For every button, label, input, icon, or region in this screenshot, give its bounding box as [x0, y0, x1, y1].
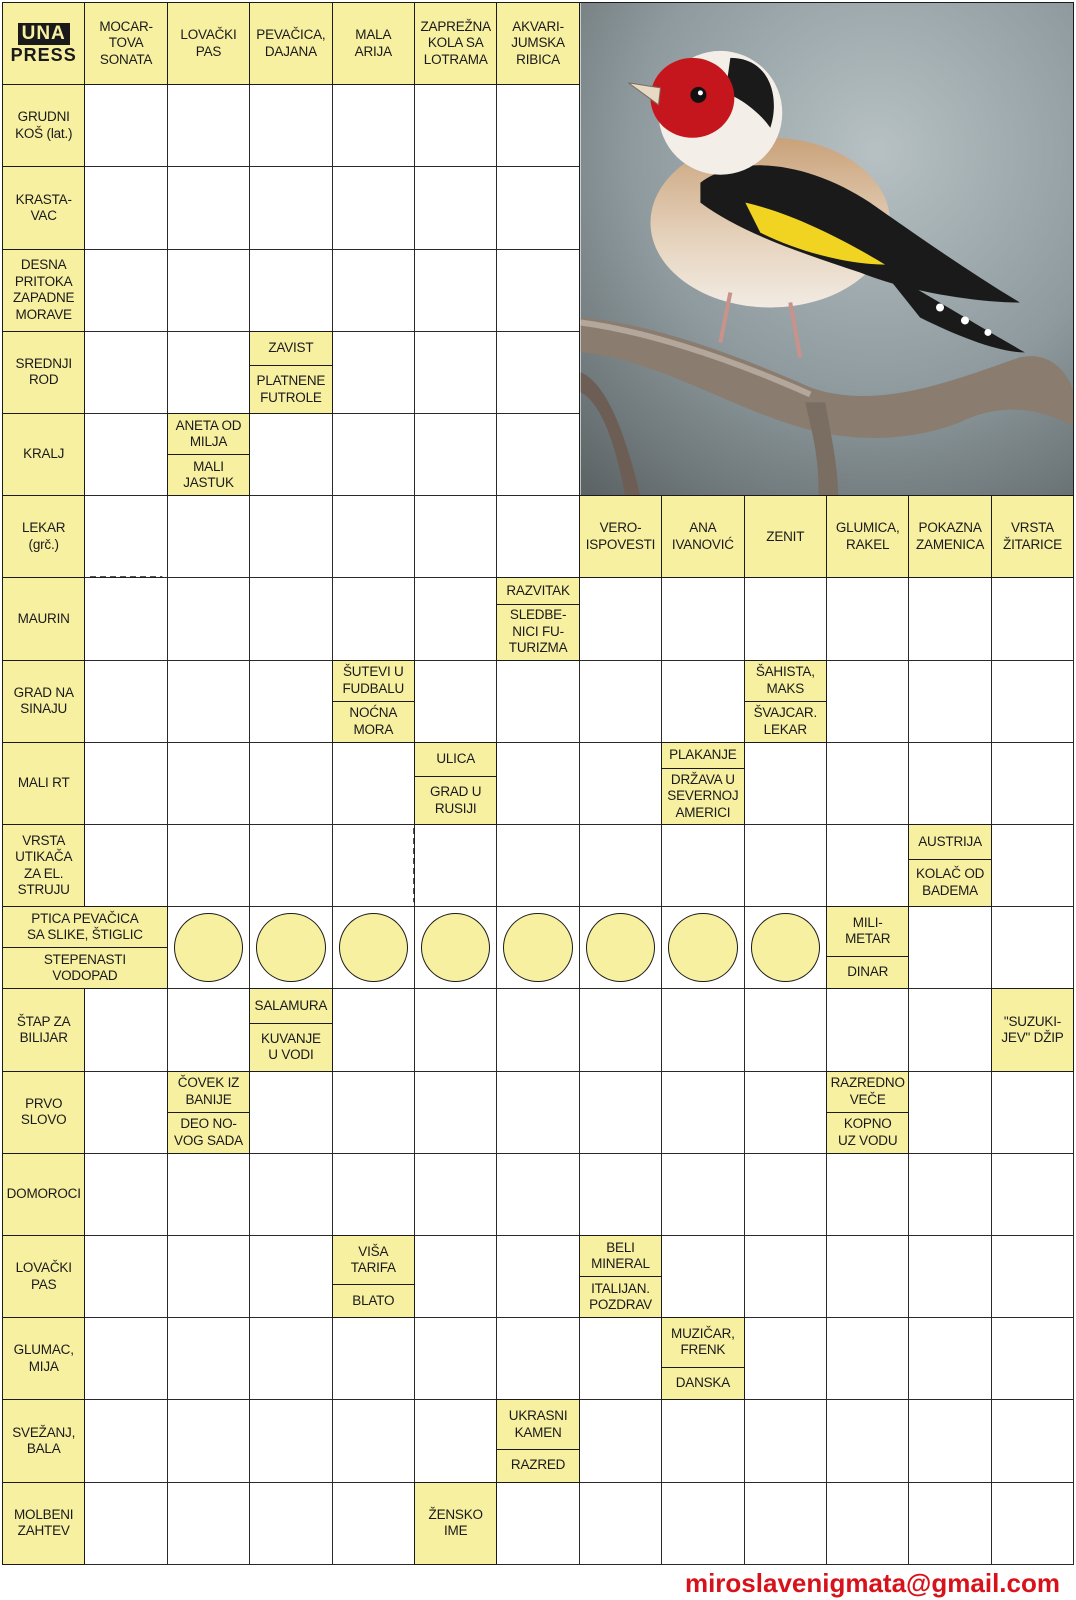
answer-cell[interactable]	[167, 1482, 250, 1565]
answer-cell[interactable]	[167, 495, 250, 578]
clue-ptica: PTICA PEVAČICA SA SLIKE, ŠTIGLIC	[2, 906, 168, 948]
goldfinch-photo	[579, 2, 1074, 496]
clue-grudni: GRUDNI KOŠ (lat.)	[2, 84, 85, 167]
answer-cell[interactable]	[826, 1153, 909, 1236]
answer-cell[interactable]	[249, 413, 332, 496]
word-break-dash	[88, 575, 164, 579]
answer-cell[interactable]	[744, 1071, 827, 1154]
answer-cell[interactable]	[84, 413, 167, 496]
clue-zensko: ŽENSKO IME	[414, 1482, 497, 1565]
answer-cell[interactable]	[991, 1153, 1074, 1236]
answer-cell[interactable]	[167, 824, 250, 907]
answer-cell[interactable]	[744, 1235, 827, 1318]
answer-cell[interactable]	[332, 413, 415, 496]
clue-desna: DESNA PRITOKA ZAPADNE MORAVE	[2, 249, 85, 332]
answer-cell[interactable]	[249, 660, 332, 743]
clue-razvitak: RAZVITAK	[496, 577, 579, 604]
answer-cell[interactable]	[826, 1235, 909, 1318]
logo-top: UNA	[18, 23, 70, 45]
clue-plakanje: PLAKANJE	[661, 742, 744, 769]
answer-cell[interactable]	[579, 824, 662, 907]
answer-cell[interactable]	[414, 495, 497, 578]
answer-cell[interactable]	[167, 1399, 250, 1482]
answer-cell[interactable]	[826, 1317, 909, 1400]
answer-cell[interactable]	[908, 1153, 991, 1236]
answer-cell[interactable]	[84, 660, 167, 743]
answer-cell[interactable]	[332, 1482, 415, 1565]
answer-cell[interactable]	[908, 742, 991, 825]
answer-cell[interactable]	[661, 988, 744, 1071]
answer-cell[interactable]	[167, 1235, 250, 1318]
answer-cell[interactable]	[579, 1153, 662, 1236]
answer-cell[interactable]	[84, 495, 167, 578]
answer-cell[interactable]	[579, 988, 662, 1071]
answer-cell[interactable]	[167, 331, 250, 414]
answer-cell[interactable]	[908, 1071, 991, 1154]
answer-cell[interactable]	[249, 1317, 332, 1400]
answer-cell[interactable]	[496, 988, 579, 1071]
answer-cell[interactable]	[414, 1153, 497, 1236]
clue-mocartova: MOCAR- TOVA SONATA	[84, 2, 167, 85]
answer-cell[interactable]	[414, 1399, 497, 1482]
answer-cell[interactable]	[84, 742, 167, 825]
clue-kralj: KRALJ	[2, 413, 85, 496]
answer-cell[interactable]	[661, 1235, 744, 1318]
answer-cell[interactable]	[249, 824, 332, 907]
answer-cell[interactable]	[496, 1235, 579, 1318]
answer-cell[interactable]	[579, 742, 662, 825]
answer-cell[interactable]	[84, 1071, 167, 1154]
answer-cell[interactable]	[249, 742, 332, 825]
clue-grad-sinaj: GRAD NA SINAJU	[2, 660, 85, 743]
answer-cell[interactable]	[496, 413, 579, 496]
answer-cell[interactable]	[167, 1317, 250, 1400]
answer-cell[interactable]	[332, 577, 415, 660]
answer-cell[interactable]	[249, 495, 332, 578]
clue-blato: BLATO	[332, 1284, 415, 1318]
answer-cell[interactable]	[84, 249, 167, 332]
highlight-circle	[421, 913, 490, 982]
answer-cell[interactable]	[908, 906, 991, 989]
circle-answer-cell[interactable]	[249, 906, 332, 989]
answer-cell[interactable]	[167, 1153, 250, 1236]
answer-cell[interactable]	[579, 577, 662, 660]
highlight-circle	[751, 913, 820, 982]
answer-cell[interactable]	[332, 331, 415, 414]
clue-molbeni: MOLBENI ZAHTEV	[2, 1482, 85, 1565]
answer-cell[interactable]	[908, 1317, 991, 1400]
clue-srednji: SREDNJI ROD	[2, 331, 85, 414]
answer-cell[interactable]	[991, 1071, 1074, 1154]
clue-visa-tarifa: VIŠA TARIFA	[332, 1235, 415, 1285]
clue-mali-rt: MALI RT	[2, 742, 85, 825]
answer-cell[interactable]	[249, 84, 332, 167]
circle-answer-cell[interactable]	[744, 906, 827, 989]
crossword-grid	[2, 2, 1074, 1568]
answer-cell[interactable]	[414, 577, 497, 660]
answer-cell[interactable]	[167, 742, 250, 825]
circle-answer-cell[interactable]	[332, 906, 415, 989]
clue-stepenasti: STEPENASTI VODOPAD	[2, 947, 168, 989]
answer-cell[interactable]	[496, 1153, 579, 1236]
answer-cell[interactable]	[496, 331, 579, 414]
clue-akvarijumska: AKVARI- JUMSKA RIBICA	[496, 2, 579, 85]
answer-cell[interactable]	[167, 577, 250, 660]
answer-cell[interactable]	[249, 166, 332, 249]
logo-bottom: PRESS	[10, 44, 77, 65]
answer-cell[interactable]	[414, 1071, 497, 1154]
answer-cell[interactable]	[826, 1482, 909, 1565]
answer-cell[interactable]	[414, 331, 497, 414]
clue-sutevi: ŠUTEVI U FUDBALU	[332, 660, 415, 702]
answer-cell[interactable]	[496, 1482, 579, 1565]
answer-cell[interactable]	[744, 577, 827, 660]
answer-cell[interactable]	[991, 906, 1074, 989]
goldfinch-image	[580, 3, 1074, 496]
answer-cell[interactable]	[991, 1399, 1074, 1482]
answer-cell[interactable]	[84, 988, 167, 1071]
clue-maurin: MAURIN	[2, 577, 85, 660]
answer-cell[interactable]	[496, 166, 579, 249]
answer-cell[interactable]	[908, 660, 991, 743]
highlight-circle	[256, 913, 325, 982]
answer-cell[interactable]	[332, 495, 415, 578]
answer-cell[interactable]	[908, 1399, 991, 1482]
clue-mala-arija: MALA ARIJA	[332, 2, 415, 85]
answer-cell[interactable]	[496, 1317, 579, 1400]
answer-cell[interactable]	[661, 1153, 744, 1236]
answer-cell[interactable]	[496, 495, 579, 578]
highlight-circle	[586, 913, 655, 982]
answer-cell[interactable]	[991, 1235, 1074, 1318]
answer-cell[interactable]	[579, 1399, 662, 1482]
clue-ana: ANA IVANOVIĆ	[661, 495, 744, 578]
clue-pevacica-dajana: PEVAČICA, DAJANA	[249, 2, 332, 85]
clue-prvo-slovo: PRVO SLOVO	[2, 1071, 85, 1154]
answer-cell[interactable]	[579, 660, 662, 743]
circle-answer-cell[interactable]	[661, 906, 744, 989]
answer-cell[interactable]	[661, 824, 744, 907]
answer-cell[interactable]	[414, 249, 497, 332]
answer-cell[interactable]	[496, 249, 579, 332]
answer-cell[interactable]	[332, 84, 415, 167]
clue-platnene: PLATNENE FUTROLE	[249, 365, 332, 414]
highlight-circle	[174, 913, 243, 982]
answer-cell[interactable]	[826, 577, 909, 660]
answer-cell[interactable]	[661, 1071, 744, 1154]
answer-cell[interactable]	[84, 577, 167, 660]
answer-cell[interactable]	[661, 1482, 744, 1565]
answer-cell[interactable]	[496, 824, 579, 907]
answer-cell[interactable]	[332, 1399, 415, 1482]
answer-cell[interactable]	[84, 1153, 167, 1236]
word-break-dash	[412, 826, 416, 904]
highlight-circle	[503, 913, 572, 982]
circle-answer-cell[interactable]	[414, 906, 497, 989]
clue-drzava: DRŽAVA U SEVERNOJ AMERICI	[661, 768, 744, 825]
answer-cell[interactable]	[249, 1153, 332, 1236]
answer-cell[interactable]	[84, 1317, 167, 1400]
clue-lovacki1: LOVAČKI PAS	[167, 2, 250, 85]
clue-zaprezna: ZAPREŽNA KOLA SA LOTRAMA	[414, 2, 497, 85]
answer-cell[interactable]	[249, 1482, 332, 1565]
highlight-circle	[339, 913, 408, 982]
answer-cell[interactable]	[661, 1399, 744, 1482]
answer-cell[interactable]	[332, 988, 415, 1071]
clue-suzuki: "SUZUKI- JEV" DŽIP	[991, 988, 1074, 1071]
clue-stap: ŠTAP ZA BILIJAR	[2, 988, 85, 1071]
clue-deo-novog: DEO NO- VOG SADA	[167, 1112, 250, 1154]
answer-cell[interactable]	[414, 988, 497, 1071]
clue-krastavac: KRASTA- VAC	[2, 166, 85, 249]
answer-cell[interactable]	[84, 824, 167, 907]
answer-cell[interactable]	[414, 413, 497, 496]
answer-cell[interactable]	[414, 84, 497, 167]
clue-svezanj: SVEŽANJ, BALA	[2, 1399, 85, 1482]
answer-cell[interactable]	[167, 660, 250, 743]
answer-cell[interactable]	[414, 1317, 497, 1400]
clue-covek: ČOVEK IZ BANIJE	[167, 1071, 250, 1113]
clue-grad-rusija: GRAD U RUSIJI	[414, 776, 497, 825]
answer-cell[interactable]	[826, 742, 909, 825]
clue-dinar: DINAR	[826, 956, 909, 990]
answer-cell[interactable]	[332, 824, 415, 907]
answer-cell[interactable]	[496, 742, 579, 825]
answer-cell[interactable]	[991, 660, 1074, 743]
answer-cell[interactable]	[167, 84, 250, 167]
answer-cell[interactable]	[826, 660, 909, 743]
clue-kolac: KOLAČ OD BADEMA	[908, 859, 991, 908]
clue-zenit: ZENIT	[744, 495, 827, 578]
clue-ulica: ULICA	[414, 742, 497, 778]
answer-cell[interactable]	[414, 824, 497, 907]
answer-cell[interactable]	[991, 824, 1074, 907]
answer-cell[interactable]	[744, 742, 827, 825]
answer-cell[interactable]	[744, 1399, 827, 1482]
clue-muzicar: MUZIČAR, FRENK	[661, 1317, 744, 1367]
answer-cell[interactable]	[744, 1153, 827, 1236]
clue-zavist: ZAVIST	[249, 331, 332, 367]
answer-cell[interactable]	[414, 166, 497, 249]
clue-milimetar: MILI- METAR	[826, 906, 909, 956]
answer-cell[interactable]	[991, 577, 1074, 660]
answer-cell[interactable]	[332, 742, 415, 825]
answer-cell[interactable]	[249, 577, 332, 660]
clue-mali-jastuk: MALI JASTUK	[167, 454, 250, 496]
clue-italijan: ITALIJAN. POZDRAV	[579, 1276, 662, 1318]
circle-answer-cell[interactable]	[579, 906, 662, 989]
answer-cell[interactable]	[332, 1317, 415, 1400]
answer-cell[interactable]	[84, 1399, 167, 1482]
answer-cell[interactable]	[908, 1482, 991, 1565]
answer-cell[interactable]	[414, 1235, 497, 1318]
highlight-circle	[668, 913, 737, 982]
clue-sahista: ŠAHISTA, MAKS	[744, 660, 827, 702]
clue-svajcar: ŠVAJCAR. LEKAR	[744, 701, 827, 743]
answer-cell[interactable]	[167, 166, 250, 249]
answer-cell[interactable]	[496, 660, 579, 743]
answer-cell[interactable]	[414, 660, 497, 743]
answer-cell[interactable]	[661, 660, 744, 743]
answer-cell[interactable]	[84, 1235, 167, 1318]
answer-cell[interactable]	[908, 1235, 991, 1318]
clue-glumica-rakel: GLUMICA, RAKEL	[826, 495, 909, 578]
answer-cell[interactable]	[991, 742, 1074, 825]
answer-cell[interactable]	[826, 1399, 909, 1482]
answer-cell[interactable]	[84, 1482, 167, 1565]
clue-pokazna: POKAZNA ZAMENICA	[908, 495, 991, 578]
answer-cell[interactable]	[84, 166, 167, 249]
answer-cell[interactable]	[744, 824, 827, 907]
clue-ukrasni: UKRASNI KAMEN	[496, 1399, 579, 1449]
answer-cell[interactable]	[908, 577, 991, 660]
answer-cell[interactable]	[579, 1317, 662, 1400]
answer-cell[interactable]	[167, 988, 250, 1071]
author-email: miroslavenigmata@gmail.com	[684, 1568, 1060, 1598]
answer-cell[interactable]	[332, 249, 415, 332]
answer-cell[interactable]	[579, 1482, 662, 1565]
clue-salamura: SALAMURA	[249, 988, 332, 1024]
answer-cell[interactable]	[991, 1482, 1074, 1565]
circle-answer-cell[interactable]	[496, 906, 579, 989]
answer-cell[interactable]	[744, 988, 827, 1071]
answer-cell[interactable]	[249, 1235, 332, 1318]
answer-cell[interactable]	[84, 84, 167, 167]
answer-cell[interactable]	[826, 824, 909, 907]
clue-austrija: AUSTRIJA	[908, 824, 991, 860]
answer-cell[interactable]	[84, 331, 167, 414]
clue-nocna: NOĆNA MORA	[332, 701, 415, 743]
una-press-logo	[2, 2, 85, 85]
answer-cell[interactable]	[332, 166, 415, 249]
answer-cell[interactable]	[744, 1317, 827, 1400]
answer-cell[interactable]	[496, 1071, 579, 1154]
clue-danska: DANSKA	[661, 1367, 744, 1401]
clue-lekar: LEKAR (grč.)	[2, 495, 85, 578]
clue-razredno: RAZREDNO VEČE	[826, 1071, 909, 1113]
clue-vrsta-zitarice: VRSTA ŽITARICE	[991, 495, 1074, 578]
clue-beli-mineral: BELI MINERAL	[579, 1235, 662, 1277]
answer-cell[interactable]	[661, 577, 744, 660]
clue-vrsta-utikaca: VRSTA UTIKAČA ZA EL. STRUJU	[2, 824, 85, 907]
answer-cell[interactable]	[579, 1071, 662, 1154]
answer-cell[interactable]	[908, 988, 991, 1071]
clue-sledbenici: SLEDBE- NICI FU- TURIZMA	[496, 604, 579, 661]
answer-cell[interactable]	[744, 1482, 827, 1565]
answer-cell[interactable]	[332, 1071, 415, 1154]
clue-lovacki2: LOVAČKI PAS	[2, 1235, 85, 1318]
clue-domoroci: DOMOROCI	[2, 1153, 85, 1236]
clue-veroispovesti: VERO- ISPOVESTI	[579, 495, 662, 578]
answer-cell[interactable]	[249, 1399, 332, 1482]
clue-glumac-mija: GLUMAC, MIJA	[2, 1317, 85, 1400]
answer-cell[interactable]	[167, 249, 250, 332]
clue-aneta: ANETA OD MILJA	[167, 413, 250, 455]
answer-cell[interactable]	[826, 988, 909, 1071]
answer-cell[interactable]	[496, 84, 579, 167]
answer-cell[interactable]	[991, 1317, 1074, 1400]
clue-kopno: KOPNO UZ VODU	[826, 1112, 909, 1154]
clue-razred: RAZRED	[496, 1449, 579, 1483]
answer-cell[interactable]	[249, 249, 332, 332]
answer-cell[interactable]	[249, 1071, 332, 1154]
circle-answer-cell[interactable]	[167, 906, 250, 989]
clue-kuvanje: KUVANJE U VODI	[249, 1023, 332, 1072]
answer-cell[interactable]	[332, 1153, 415, 1236]
